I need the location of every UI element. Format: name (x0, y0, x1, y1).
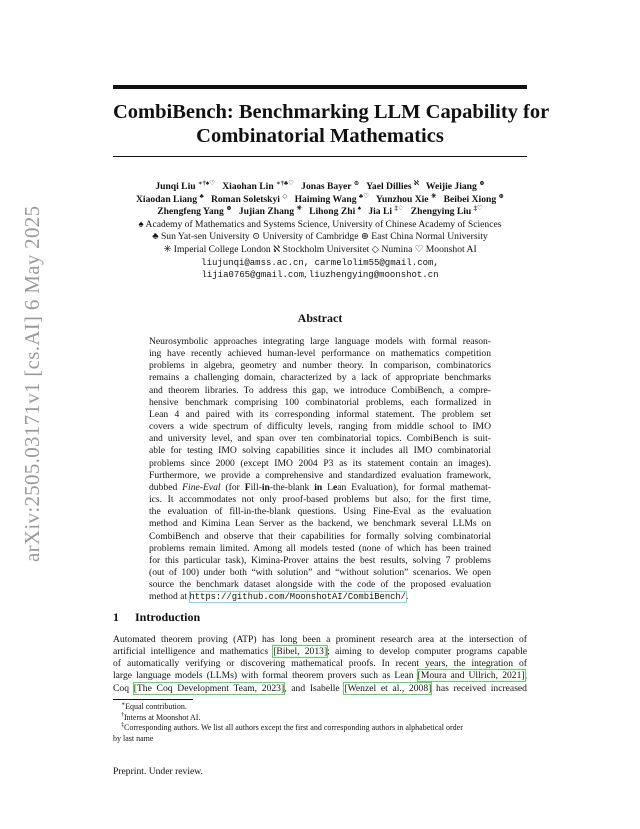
author-name: Jujian Zhang (238, 206, 295, 218)
section-number: 1 (113, 610, 119, 624)
github-link[interactable]: https://github.com/MoonshotAI/CombiBench/ (189, 592, 406, 603)
text-run: artificial intelligence and mathematics (113, 646, 274, 658)
text-run: has received increased (431, 682, 527, 694)
footnote (113, 723, 527, 734)
affiliation-line: ♠ Academy of Mathematics and Systems Science, University of Chinese Academy of Sciences (138, 218, 502, 230)
abstract-line: the evaluation of fill-in-the-blank questions. Using Fine-Eval as the evaluation (149, 506, 491, 518)
author-mark: ‡♡ (473, 205, 483, 212)
abstract-line: problems in algebra, geometry and number theory. In comparison, combinatorics (149, 360, 491, 372)
abstract-line: ics. It accommodates not only proof-based problems but also, for the first time, (149, 494, 491, 506)
abstract-line (149, 482, 491, 494)
author-line (100, 181, 540, 194)
abstract-line: and theorem libraries. To address this gap, we introduce CombiBench, a compre- (149, 384, 491, 396)
fine-eval-term: Fine-Eval (182, 481, 221, 493)
abstract-line (149, 591, 491, 603)
author-mark: ℵ (414, 179, 419, 187)
affiliation-line: ♣ Sun Yat-sen University ⊙ University of Cambridge ⊛ East China Normal University (152, 231, 488, 243)
text-run: . (405, 591, 409, 603)
title-line: CombiBench: Benchmarking LLM Capability for (113, 101, 550, 123)
footnotes (113, 702, 527, 744)
author-block (100, 181, 540, 282)
author-mark: ✳ (296, 205, 302, 212)
email-line: liujunqi@amss.ac.cn, carmelolim55@gmail.com, (201, 257, 439, 268)
text-run: an Evaluation), for formal mathemat- (337, 481, 491, 493)
abstract-line: for this particular task), Kimina-Prover attains the best results, solving 7 problems (149, 554, 491, 566)
arxiv-identifier: arXiv:2505.03171v1 [cs.AI] 6 May 2025 (20, 205, 44, 562)
abstract-line: problems since 2000 (except IMO 2004 P3 as its statement contain an images). (149, 457, 491, 469)
text-run: , (524, 670, 527, 682)
author-mark: ♣ (199, 192, 204, 200)
body-line (113, 670, 527, 682)
footnote-text: Equal contribution. (125, 702, 187, 711)
footnote-continuation: by last name (113, 733, 154, 743)
footnote-mark: ‡ (121, 722, 124, 729)
body-line: Automated theorem proving (ATP) has long been a prominent research area at the intersection of (113, 634, 527, 645)
abstract-line: remains a challenging domain, characterized by a lack of appropriate benchmarks (149, 372, 491, 384)
acronym-letter: e (333, 481, 338, 493)
abstract-line: Lean 4 and paired with its corresponding informal statement. The problem set (149, 408, 491, 420)
text-run: L (322, 481, 334, 493)
body-line: of automatically verifying or discovering mathematical proofs. In recent years, the integration of (113, 658, 527, 670)
text-run: ill- (250, 481, 262, 493)
text-run: method at (149, 591, 190, 603)
intro-body (113, 634, 527, 695)
text-run: (for (220, 481, 245, 493)
author-mark: ♣♡ (358, 192, 370, 200)
abstract-line: source the benchmark dataset alongside with the code of the proposed evaluation (149, 579, 491, 591)
text-run: Coq (113, 682, 134, 694)
author-mark: ⊛ (479, 179, 485, 187)
author-mark: ⊛ (498, 192, 504, 200)
preprint-note: Preprint. Under review. (113, 766, 203, 777)
abstract-line: Furthermore, we provide a comprehensive and standardized evaluation framework, (149, 469, 491, 481)
title-bottom-rule (113, 156, 527, 157)
abstract-line: covers a wide spectrum of difficulty levels, ranging from middle school to IMO (149, 421, 491, 433)
author-name: Jonas Bayer (301, 181, 352, 192)
affiliation-line: ✳ Imperial College London ℵ Stockholm Universitet ◇ Numina ♡ Moonshot AI (163, 243, 477, 255)
author-name: Yunzhou Xie (375, 193, 429, 205)
author-name: Haiming Wang (294, 193, 357, 205)
author-name: Junqi Liu (155, 181, 196, 192)
author-name: Yael Dillies (366, 181, 412, 192)
author-name: Zhengying Liu (410, 206, 472, 218)
author-line (100, 206, 540, 219)
footnote (113, 702, 527, 713)
footnote-text: Corresponding authors. We list all authors except the first and corresponding authors in alphabetical order (124, 723, 463, 733)
section-heading (113, 610, 216, 625)
citation-link[interactable]: [Bibel, 2013] (273, 646, 328, 658)
footnote (113, 713, 527, 724)
author-mark: ⊙ (353, 179, 360, 187)
author-mark: ✳ (430, 192, 437, 200)
author-name: Lihong Zhi (309, 206, 356, 218)
abstract-line: able for testing IMO solving capabilities since it includes all IMO combinatorial (149, 445, 491, 457)
citation-link[interactable]: [Wenzel et al., 2008] (344, 682, 432, 694)
author-mark: ⊛ (226, 205, 232, 212)
citation-link[interactable]: [The Coq Development Team, 2023] (133, 682, 285, 694)
author-mark: ∗†♣♡ (276, 179, 294, 187)
author-mark: ‡♢ (394, 205, 404, 212)
footnote-rule (113, 699, 193, 700)
title-top-rule (113, 85, 527, 89)
author-name: Roman Soletskyi (210, 193, 280, 205)
author-name: Beibei Xiong (443, 193, 497, 205)
email-address: liuzhengying@moonshot.cn (308, 270, 439, 281)
acronym-letter: in (314, 481, 323, 493)
author-name: Jia Li (368, 206, 393, 218)
footnote-mark: † (121, 711, 124, 718)
abstract-line: CombiBench and observe that their capabilities for formally solving combinatorial (149, 530, 491, 542)
footnote-mark: ∗ (121, 701, 126, 708)
abstract-body (149, 336, 491, 603)
abstract-line: method and Kimina Lean Server as the backend, we benchmark several LLMs on (149, 518, 491, 530)
abstract-line: problems remain limited. Among all models tested (none of which has been trained (149, 542, 491, 554)
section-title: Introduction (135, 610, 201, 624)
author-mark: ♠ (357, 205, 362, 212)
body-line (113, 646, 527, 658)
author-name: Xiaohan Lin (222, 181, 274, 192)
email-address: lijia0765@gmail.com (201, 270, 305, 281)
body-line (113, 683, 527, 695)
abstract-line: Neurosymbolic approaches integrating large language models with formal reason- (149, 336, 491, 347)
author-name: Zhengfeng Yang (157, 206, 224, 218)
abstract-heading: Abstract (297, 311, 343, 325)
author-name: Weijie Jiang (425, 181, 477, 192)
text-run: , and Isabelle (284, 682, 345, 694)
acronym-letter: F (244, 481, 251, 493)
text-run: ; aiming to develop computer programs capable (327, 646, 527, 658)
author-mark: ∗†♠♡ (198, 179, 216, 187)
author-name: Xiaodan Liang (136, 193, 198, 205)
abstract-line: hensive benchmark comprising 100 combinatorial problems, each formalized in (149, 396, 491, 408)
footnote-text: Interns at Moonshot AI. (124, 712, 201, 722)
abstract-line: and university level, and span over ten combinatorial topics. CombiBench is suit- (149, 433, 491, 445)
paper-title (113, 100, 550, 148)
text-run: large language models (LLMs) with formal theorem provers such as Lean (113, 670, 418, 682)
abstract-line: (out of 100) under both “with solution” and “without solution” scenarios. We open (149, 566, 491, 578)
title-line: Combinatorial Mathematics (196, 125, 444, 147)
text-run: -the-blank (269, 481, 315, 493)
email-line: lijia0765@gmail.com, liuzhengying@moonshot.cn (201, 269, 439, 281)
citation-link[interactable]: [Moura and Ullrich, 2021] (417, 670, 525, 682)
acronym-letter: in (261, 481, 270, 493)
text-run: dubbed (149, 481, 183, 493)
abstract-line: ing have recently achieved human-level performance on mathematics competition (149, 348, 491, 360)
author-mark: ◇ (282, 192, 288, 200)
